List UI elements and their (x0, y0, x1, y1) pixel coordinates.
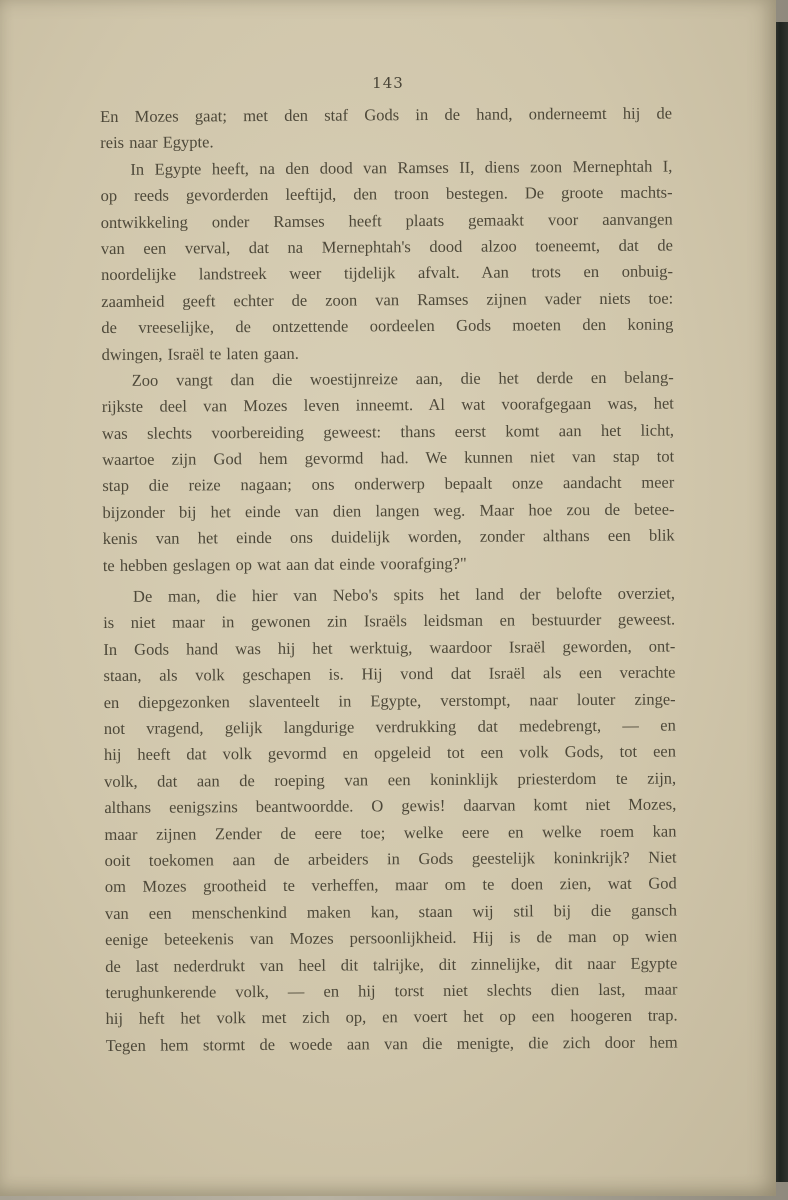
text-line: de vreeselijke, de ontzettende oordeelen Gods moeten den koning (101, 314, 674, 338)
text-line: Tegen hem stormt de woede aan van die menigte, die zich door hem (105, 1032, 678, 1055)
text-line: ooit toekomen aan de arbeiders in Gods geestelijk koninkrijk? Niet (104, 847, 677, 870)
text-line: volk, dat aan de roeping van een koninklijk priesterdom te zijn, (104, 768, 677, 791)
text-line: bijzonder bij het einde van dien langen weg. Maar hoe zou de betee- (102, 499, 675, 522)
text-line: om Mozes grootheid te verheffen, maar om te doen zien, wat God (104, 873, 677, 897)
text-line: was slechts voorbereiding geweest: thans eerst komt aan het licht, (101, 420, 675, 443)
text-line: waartoe zijn God hem gevormd had. We kunnen niet van stap tot (102, 446, 675, 470)
text-line: hij heft het volk met zich op, en voert het op een hoogeren trap. (105, 1005, 678, 1029)
text-line: en diepgezonken slaventeelt in Egypte, verstompt, naar louter zinge- (103, 689, 676, 712)
text-line: noordelijke landstreek weer tijdelijk afvalt. Aan trots en onbuig- (100, 261, 674, 285)
text-line: eenige beteekenis van Mozes persoonlijkheid. Hij is de man op wien (105, 926, 678, 950)
text-line: de last nederdrukt van heel dit talrijke, dit zinnelijke, dit naar Egypte (105, 952, 678, 976)
text-line: stap die reize nagaan; ons onderwerp bepaalt onze aandacht meer (102, 472, 675, 496)
text-line: maar zijnen Zender de eere toe; welke eere en welke roem kan (104, 821, 677, 844)
text-line: van een menschenkind maken kan, staan wij stil bij die gansch (104, 900, 677, 923)
text-line: De man, die hier van Nebo's spits het land der belofte overziet, (132, 583, 676, 606)
text-line: ontwikkeling onder Ramses heeft plaats gemaakt voor aanvangen (100, 209, 673, 232)
text-line: En Mozes gaat; met den staf Gods in de hand, onderneemt hij de (100, 103, 673, 126)
text-line: In Egypte heeft, na den dood van Ramses II, diens zoon Mernephtah I, (130, 156, 673, 179)
text-line: terughunkerende volk, — en hij torst niet slechts dien last, maar (105, 979, 678, 1002)
text-line: reis naar Egypte. (100, 132, 214, 153)
text-line: kenis van het einde ons duidelijk worden, zonder althans een blik (102, 525, 675, 549)
text-line: is niet maar in gewonen zin Israëls leidsman en bestuurder geweest. (103, 609, 676, 633)
text-line: rijkste deel van Mozes leven inneemt. Al wat voorafgegaan was, het (101, 393, 674, 417)
text-line: op reeds gevorderden leeftijd, den troon bestegen. De groote machts- (100, 182, 673, 206)
page-number: 143 (372, 74, 404, 92)
text-line: hij heeft dat volk gevormd en opgeleid tot een volk Gods, tot een (103, 741, 677, 765)
text-line: zaamheid geeft echter de zoon van Ramses zijnen vader niets toe: (101, 288, 674, 311)
text-line: van een verval, dat na Mernephtah's dood alzoo toeneemt, dat de (100, 235, 673, 258)
text-line: staan, als volk geschapen is. Hij vond dat Israël als een verachte (103, 662, 676, 686)
text-line: In Gods hand was hij het werktuig, waardoor Israël geworden, ont- (103, 636, 676, 659)
text-line: dwingen, Israël te laten gaan. (101, 343, 299, 364)
text-line: Zoo vangt dan die woestijnreize aan, die het derde en belang- (131, 367, 674, 390)
body-text (100, 101, 678, 1060)
text-line: te hebben geslagen op wat aan dat einde voorafging?" (102, 553, 467, 575)
text-line: althans eenigszins beantwoordde. O gewis! daarvan komt niet Mozes, (104, 794, 677, 818)
text-line: not vragend, gelijk langdurige verdrukking dat medebrengt, — en (103, 715, 676, 738)
